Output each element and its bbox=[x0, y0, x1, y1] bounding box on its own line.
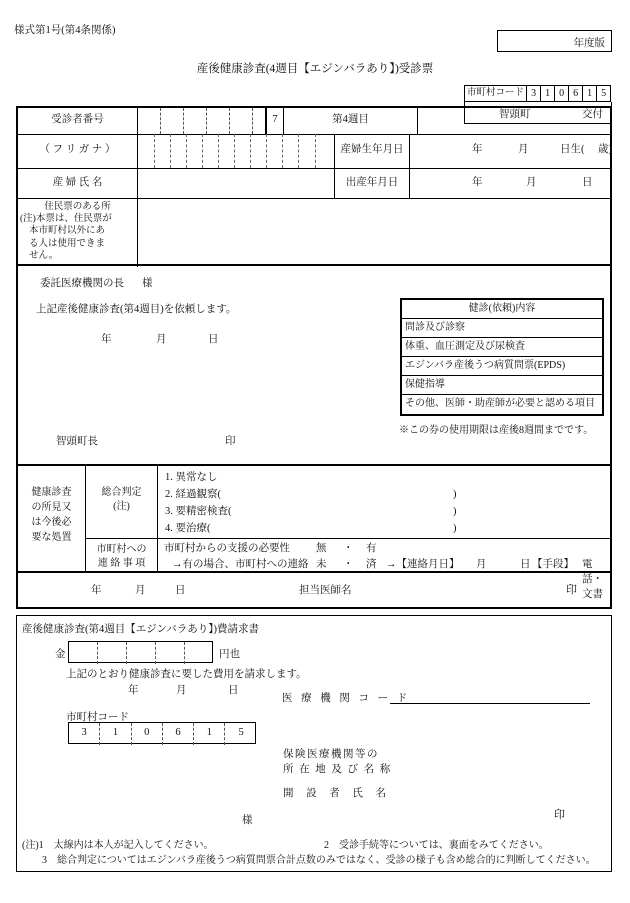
request-addressee-text: 委託医療機関の長 bbox=[40, 278, 124, 289]
doctor-date-year: 年 bbox=[91, 585, 102, 596]
checkup-item: エジンバラ産後うつ病質問票(EPDS) bbox=[402, 357, 602, 376]
furigana-cell[interactable] bbox=[219, 134, 235, 168]
furigana-label: （ フ リ ガ ナ ） bbox=[18, 134, 138, 168]
municipality-contact-label bbox=[86, 539, 158, 573]
claim-municipality-digit: 1 bbox=[194, 723, 225, 745]
recipient-number-cell[interactable] bbox=[161, 108, 184, 134]
furigana-cell[interactable] bbox=[155, 134, 171, 168]
mayor-seal-label: 印 bbox=[225, 436, 236, 447]
contact-date-day: 日 bbox=[520, 559, 531, 570]
contact-means-label: 【手段】 bbox=[532, 559, 574, 570]
recipient-number-cell[interactable] bbox=[184, 108, 207, 134]
mayor-name: 智頭町長 bbox=[56, 436, 98, 447]
municipality-code-digit: 5 bbox=[597, 85, 611, 102]
birth-date-value[interactable] bbox=[410, 169, 610, 199]
doctor-date-month: 月 bbox=[135, 585, 146, 596]
municipality-code-digit: 1 bbox=[541, 85, 555, 102]
claim-municipality-digit: 5 bbox=[238, 727, 244, 738]
judgment-option-text: 3. 要精密検査( bbox=[165, 506, 232, 517]
municipality-code-label: 市町村コード bbox=[464, 85, 527, 102]
furigana-cell[interactable] bbox=[203, 134, 219, 168]
claim-date[interactable] bbox=[66, 682, 286, 696]
judgment-left-line4: 要な処置 bbox=[31, 532, 72, 543]
claim-date-year: 年 bbox=[128, 685, 139, 696]
judgment-option[interactable] bbox=[158, 521, 610, 538]
checkup-expiry-note: ※この券の使用期限は産後8週間までです。 bbox=[399, 425, 594, 436]
mother-name-input[interactable] bbox=[138, 169, 334, 199]
year-edition-label: 年度版 bbox=[573, 38, 605, 49]
doctor-name-label: 担当医師名 bbox=[299, 585, 352, 596]
municipality-code-digit: 0 bbox=[555, 85, 569, 102]
residence-label-line4: る人は使用できま bbox=[29, 238, 106, 249]
amount-digit-cell[interactable] bbox=[98, 642, 127, 664]
recipient-number-cell[interactable] bbox=[230, 108, 253, 134]
request-date-year: 年 bbox=[101, 334, 112, 345]
furigana-cell[interactable] bbox=[187, 134, 203, 168]
checkup-item: 保健指導 bbox=[402, 376, 602, 395]
contact-status-separator: ・ bbox=[343, 559, 354, 570]
hospital-code-label: 医 療 機 関 コ ー ド bbox=[282, 693, 411, 704]
judgment-option-text: 4. 要治療( bbox=[165, 523, 211, 534]
judgment-left-line2: の所見又 bbox=[31, 502, 72, 513]
dob-age-label: 歳) bbox=[598, 144, 612, 155]
recipient-number-cell[interactable] bbox=[207, 108, 230, 134]
support-need-row bbox=[158, 541, 610, 557]
week-label: 第4週目 bbox=[284, 108, 418, 134]
residence-input[interactable] bbox=[138, 199, 610, 267]
judgment-left-label bbox=[18, 466, 86, 571]
support-need-no-option[interactable]: 無 bbox=[316, 543, 327, 554]
residence-label bbox=[18, 199, 138, 267]
judgment-option[interactable] bbox=[158, 504, 610, 521]
yen-label: 円也 bbox=[219, 649, 240, 660]
residence-label-line5: せん。 bbox=[29, 250, 59, 261]
claim-municipality-digit: 6 bbox=[163, 723, 194, 745]
residence-label-line3: 本市町村以外にあ bbox=[29, 226, 106, 237]
contact-done-option[interactable]: 済 bbox=[366, 559, 377, 570]
residence-row bbox=[18, 198, 610, 267]
dob-month-label: 月 bbox=[518, 144, 529, 155]
contact-status-label: →有の場合、市町村への連絡 bbox=[172, 559, 309, 570]
hospital-address-line1: 保険医療機関等の bbox=[283, 749, 379, 760]
claim-municipality-digit: 1 bbox=[100, 723, 131, 745]
judgment-option-close: ) bbox=[453, 506, 457, 517]
mother-name-row bbox=[18, 168, 610, 199]
municipality-code-digit: 3 bbox=[527, 85, 541, 102]
claim-date-month: 月 bbox=[176, 685, 187, 696]
furigana-cell[interactable] bbox=[138, 134, 155, 168]
visit-number-cell: 7 bbox=[266, 108, 284, 134]
mother-name-label: 産 婦 氏 名 bbox=[18, 169, 138, 199]
footnote-2: 2 受診手続等については、裏面をみてください。 bbox=[324, 840, 549, 851]
amount-label: 金 bbox=[55, 649, 66, 660]
recipient-info-frame bbox=[16, 106, 612, 266]
doctor-signature-row bbox=[16, 573, 612, 609]
amount-input-boxes[interactable] bbox=[68, 641, 213, 663]
request-date-day: 日 bbox=[208, 334, 219, 345]
checkup-item: 問診及び診察 bbox=[402, 319, 602, 338]
claim-municipality-digit: 3 bbox=[69, 723, 100, 745]
judgment-option-text: 2. 経過観察( bbox=[165, 489, 221, 500]
claim-municipality-digit: 0 bbox=[132, 723, 163, 745]
overall-judgment-line1: 総合判定 bbox=[101, 487, 142, 498]
request-sentence: 上記産後健康診査(第4週目)を依頼します。 bbox=[36, 304, 237, 315]
recipient-number-cell[interactable] bbox=[253, 108, 266, 134]
support-need-yes-option[interactable]: 有 bbox=[366, 543, 377, 554]
form-code-label: 様式第1号(第4条関係) bbox=[14, 25, 116, 36]
judgment-left-line1: 健康診査 bbox=[31, 487, 72, 498]
amount-digit-cell[interactable] bbox=[127, 642, 156, 664]
checkup-table-header: 健診(依頼)内容 bbox=[402, 300, 602, 319]
contact-means-options[interactable]: 電話・文書 bbox=[582, 559, 603, 600]
town-name: 智頭町 bbox=[499, 109, 531, 120]
hospital-address-label bbox=[283, 747, 392, 777]
request-date[interactable] bbox=[36, 331, 266, 345]
claim-date-day: 日 bbox=[228, 685, 239, 696]
hospital-address-line2: 所 在 地 及 び 名 称 bbox=[283, 764, 392, 775]
claim-municipality-code-label: 市町村コード bbox=[66, 712, 129, 723]
furigana-row bbox=[18, 134, 610, 168]
amount-digit-cell[interactable] bbox=[185, 642, 214, 664]
overall-judgment-label bbox=[86, 466, 158, 539]
municipality-code-digit: 6 bbox=[569, 85, 583, 102]
issue-label: 交付 bbox=[582, 109, 603, 120]
judgment-option[interactable] bbox=[158, 487, 610, 504]
overall-judgment-options bbox=[158, 466, 610, 539]
checkup-contents-table bbox=[400, 298, 604, 416]
year-edition-box bbox=[497, 30, 612, 52]
birth-month-label: 月 bbox=[526, 177, 537, 188]
residence-label-line1: 住民票のある所 bbox=[44, 202, 111, 212]
mother-dob-label: 産婦生年月日 bbox=[334, 134, 410, 168]
checkup-item: その他、医師・助産師が必要と認める項目 bbox=[405, 398, 595, 409]
furigana-cell[interactable] bbox=[299, 134, 316, 168]
claim-statement: 上記のとおり健康診査に要した費用を請求します。 bbox=[66, 669, 307, 680]
support-need-separator: ・ bbox=[343, 543, 354, 554]
municipality-code-strip bbox=[464, 85, 612, 102]
municipality-contact-line2: 連 絡 事 項 bbox=[97, 558, 146, 569]
contact-date-month: 月 bbox=[476, 559, 487, 570]
furigana-cell[interactable] bbox=[283, 134, 299, 168]
municipality-contact-line1: 市町村への bbox=[96, 544, 147, 555]
founder-seal-icon: 印 bbox=[554, 809, 565, 821]
judgment-option-text: 1. 異常なし bbox=[165, 472, 218, 483]
birth-date-label: 出産年月日 bbox=[334, 169, 410, 199]
dob-year-label: 年 bbox=[472, 144, 483, 155]
request-date-month: 月 bbox=[156, 334, 167, 345]
founder-name-label: 開 設 者 氏 名 bbox=[283, 788, 391, 799]
doctor-date-day: 日 bbox=[175, 585, 186, 596]
request-addressee-honorific: 様 bbox=[142, 278, 153, 289]
amount-digit-cell[interactable] bbox=[69, 642, 98, 664]
amount-digit-cell[interactable] bbox=[156, 642, 185, 664]
furigana-cell[interactable] bbox=[235, 134, 251, 168]
furigana-cell[interactable] bbox=[267, 134, 283, 168]
page-title: 産後健康診査(4週目【エジンバラあり】)受診票 bbox=[196, 63, 434, 75]
judgment-option[interactable] bbox=[158, 470, 610, 487]
mother-dob-value[interactable] bbox=[410, 134, 610, 168]
furigana-cell[interactable] bbox=[316, 134, 334, 168]
contact-date-label: →【連絡月日】 bbox=[386, 559, 460, 570]
dob-day-label: 日生( bbox=[560, 144, 585, 155]
judgment-option-close: ) bbox=[453, 489, 457, 500]
overall-judgment-line2: (注) bbox=[113, 501, 130, 512]
birth-year-label: 年 bbox=[472, 177, 483, 188]
hospital-code-input[interactable] bbox=[390, 703, 590, 704]
claim-addressee-honorific: 様 bbox=[242, 815, 253, 826]
furigana-cell[interactable] bbox=[171, 134, 187, 168]
footnote-row-1 bbox=[22, 838, 608, 853]
support-need-label: 市町村からの支援の必要性 bbox=[164, 543, 290, 554]
contact-not-yet-option[interactable]: 未 bbox=[316, 559, 327, 570]
footnotes bbox=[22, 838, 608, 868]
footnote-1: (注)1 太線内は本人が記入してください。 bbox=[22, 840, 214, 851]
request-addressee bbox=[40, 275, 153, 290]
doctor-seal-icon: 印 bbox=[566, 584, 577, 596]
furigana-cell[interactable] bbox=[251, 134, 267, 168]
residence-label-line2: (注)本票は、住民票が bbox=[20, 214, 112, 225]
footnote-row-2 bbox=[22, 853, 608, 868]
footnote-3: 3 総合判定についてはエジンバラ産後うつ病質問票合計点数のみではなく、受診の様子も含め総合的に判断してください。 bbox=[42, 855, 596, 866]
checkup-item: 体重、血圧測定及び尿検査 bbox=[402, 338, 602, 357]
claim-title: 産後健康診査(第4週目【エジンバラあり】)費請求書 bbox=[22, 624, 259, 635]
judgment-left-line3: は今後必 bbox=[31, 517, 72, 528]
claim-municipality-code-boxes bbox=[68, 722, 256, 744]
birth-day-label: 日 bbox=[582, 177, 593, 188]
recipient-number-label: 受診者番号 bbox=[18, 108, 138, 134]
recipient-number-row bbox=[18, 108, 610, 134]
recipient-number-cell[interactable] bbox=[138, 108, 161, 134]
judgment-option-close: ) bbox=[453, 523, 457, 534]
municipality-code-digit: 1 bbox=[583, 85, 597, 102]
